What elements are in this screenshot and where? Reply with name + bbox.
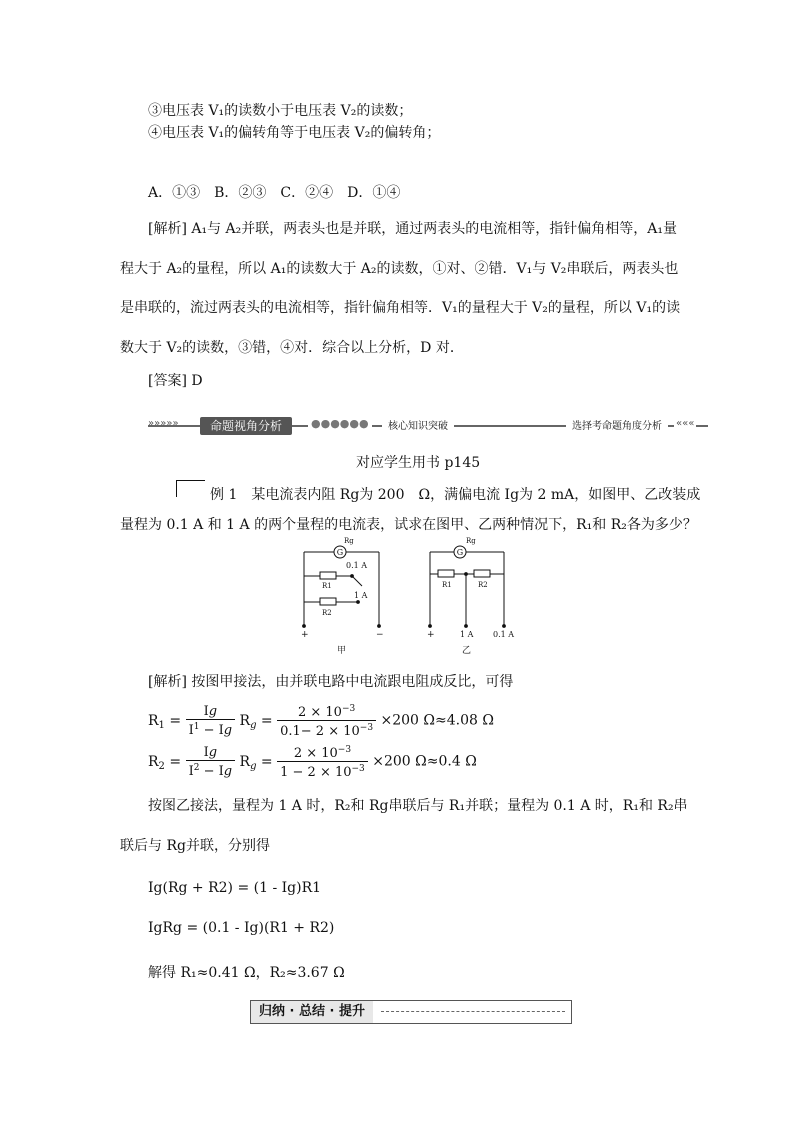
summary-dash: [381, 1011, 565, 1012]
circuit-diagrams: [290, 536, 530, 658]
label-01a-yi: 0.1 A: [493, 630, 515, 639]
example-bracket: [176, 480, 205, 497]
summary-bar: [250, 1000, 572, 1024]
label-01a-jia: 0.1 A: [346, 561, 368, 570]
analysis-line-4: 数大于 V₂的读数，③错，④对．综合以上分析，D 对．: [120, 340, 464, 356]
section-banner: [148, 417, 708, 435]
circuit-yi: [427, 537, 514, 656]
caption-jia: 甲: [337, 646, 347, 656]
arrows-icon: »»»»»: [148, 418, 179, 429]
analysis-line-1: [解析] A₁与 A₂并联，两表头也是并联，通过两表头的电流相等，指针偏角相等，A₁量: [148, 221, 677, 237]
equation-r2: $R_2$ = $\frac{Ig}{I^2 - Ig}$ $R_g$ = $\frac{2 \times 10^{-3}}{1 - 2 \times 10^{-3}}$ ×200 Ω≈0.4 Ω: [148, 744, 477, 780]
back-arrows-icon: «««: [676, 418, 695, 429]
plus-yi: +: [427, 630, 435, 640]
r2-label: R2: [322, 609, 332, 617]
dots-icon: ●●●●●●: [308, 417, 372, 430]
r1-label: R1: [322, 582, 332, 590]
plus-jia: +: [301, 630, 309, 640]
rg-label-yi: Rg: [466, 537, 476, 545]
yi-line-1: 按图乙接法，量程为 1 A 时，R₂和 Rg串联后与 R₁并联；量程为 0.1 A 时，R₁和 R₂串: [148, 798, 688, 814]
r1-label-yi: R1: [442, 581, 452, 589]
caption-yi: 乙: [462, 646, 472, 656]
label-1a-jia: 1 A: [354, 591, 368, 600]
r2-label-yi: R2: [478, 581, 488, 589]
analysis-line-3: 是串联的，流过两表头的电流相等，指针偏角相等．V₁的量程大于 V₂的量程，所以 V₁的读: [120, 300, 681, 316]
rg-label: Rg: [344, 537, 354, 545]
reference-text: 对应学生用书 p145: [356, 455, 481, 471]
g-label-yi: G: [456, 548, 464, 557]
equation-4: IgRg = (0.1 - Ig)(R1 + R2): [148, 920, 335, 936]
answer: [答案] D: [148, 373, 203, 389]
solution-line: 解得 R₁≈0.41 Ω，R₂≈3.67 Ω: [148, 965, 345, 981]
banner-middle: 核心知识突破: [382, 419, 454, 435]
resistor-r1-yi: [438, 570, 454, 577]
eq2-result: ×200 Ω≈0.4 Ω: [372, 753, 477, 770]
equation-3: Ig(Rg + R2) = (1 - Ig)R1: [148, 880, 322, 896]
minus-jia: −: [376, 630, 384, 640]
resistor-r2: [320, 598, 336, 605]
option-4: ④电压表 V₁的偏转角等于电压表 V₂的偏转角；: [148, 125, 441, 141]
g-label: G: [336, 548, 344, 557]
circuit-jia: [301, 537, 384, 656]
example-line-1: 例 1 某电流表内阻 Rg为 200 Ω，满偏电流 Ig为 2 mA，如图甲、乙改装成: [210, 487, 701, 503]
summary-label: 归纳 · 总结 · 提升: [251, 1001, 373, 1023]
equation-r1: $R_1$ = $\frac{Ig}{I^1 - Ig}$ $R_g$ = $\frac{2 \times 10^{-3}}{0.1- 2 \times 10^{-3}}$ ×200 Ω≈4.08 Ω: [148, 703, 494, 739]
example-line-2: 量程为 0.1 A 和 1 A 的两个量程的电流表，试求在图甲、乙两种情况下，R₁和 R₂各为多少？: [120, 517, 697, 533]
yi-line-2: 联后与 Rg并联，分别得: [120, 838, 270, 854]
resistor-r2-yi: [474, 570, 490, 577]
option-3: ③电压表 V₁的读数小于电压表 V₂的读数；: [148, 103, 413, 119]
analysis2-intro: [解析] 按图甲接法，由并联电路中电流跟电阻成反比，可得: [148, 674, 514, 690]
banner-right: 选择考命题角度分析: [566, 419, 668, 435]
analysis-line-2: 程大于 A₂的量程，所以 A₁的读数大于 A₂的读数，①对、②错．V₁与 V₂串联后，两表头也: [120, 261, 679, 277]
label-1a-yi: 1 A: [460, 630, 474, 639]
choices-line: A．①③ B．②③ C．②④ D．①④: [148, 185, 401, 201]
resistor-r1: [320, 572, 336, 579]
eq1-result: ×200 Ω≈4.08 Ω: [380, 712, 494, 729]
banner-tag: 命题视角分析: [200, 417, 292, 435]
